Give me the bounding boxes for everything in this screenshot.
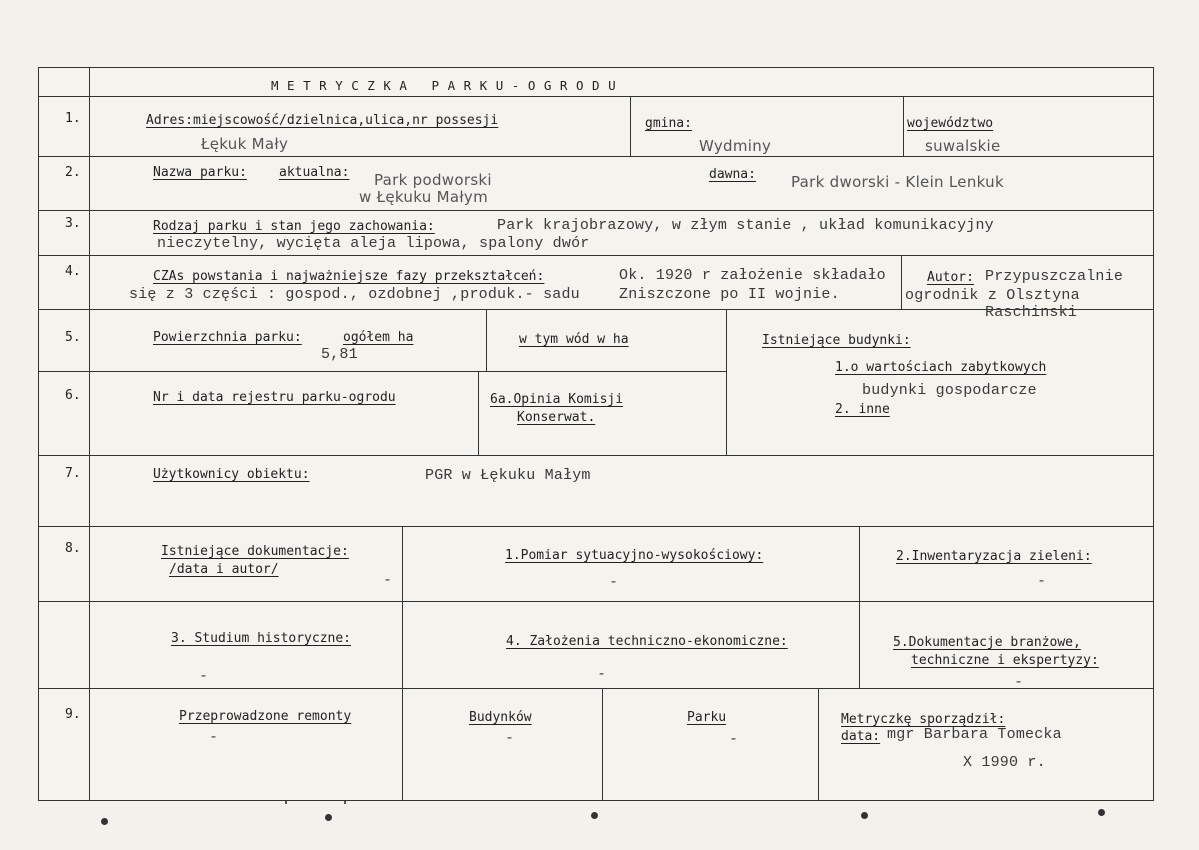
author-value: ogrodnik z Olsztyna: [905, 287, 1080, 304]
current-name-value: Park podworski: [374, 171, 492, 189]
register-label: Nr i data rejestru parku-ogrodu: [153, 390, 396, 405]
date-label: data:: [841, 729, 881, 744]
park-type-value: Park krajobrazowy, w złym stanie , układ komunikacyjny: [497, 217, 994, 234]
divider: [602, 688, 603, 800]
divider: [39, 371, 727, 372]
divider: [89, 68, 90, 800]
record-card: [38, 67, 1154, 801]
branch-docs-value: -: [1014, 672, 1024, 690]
punch-hole: [101, 818, 108, 825]
address-label: [146, 113, 498, 129]
buildings-renovation-label: Budynków: [469, 710, 532, 725]
survey-label: 1.Pomiar sytuacyjno-wysokościowy:: [505, 548, 764, 563]
history-value: Zniszczone po II wojnie.: [619, 286, 840, 303]
row-number: 5.: [65, 330, 81, 345]
divider: [39, 601, 1153, 602]
divider: [486, 309, 487, 371]
author-value: Przypuszczalnie: [985, 268, 1124, 285]
punch-hole: [1098, 809, 1105, 816]
history-value: się z 3 części : gospod., ozdobnej ,produk.- sadu: [129, 286, 580, 303]
row-number: 6.: [65, 388, 81, 403]
divider: [39, 526, 1153, 527]
date-value: X 1990 r.: [963, 754, 1046, 771]
row-number: 9.: [65, 707, 81, 722]
park-renovation-value: -: [729, 729, 739, 747]
divider: [726, 309, 727, 455]
buildings-label: Istniejące budynki:: [762, 333, 911, 348]
punch-hole: [861, 812, 868, 819]
documentation-value: -: [383, 570, 393, 588]
current-name-label: aktualna:: [279, 165, 350, 180]
technical-economic-label: 4. Założenia techniczno-ekonomiczne:: [506, 634, 788, 649]
row-number: 3.: [65, 216, 81, 231]
renovations-value: -: [209, 727, 219, 745]
speck: [344, 801, 346, 804]
divider: [39, 156, 1153, 157]
park-type-value: nieczytelny, wycięta aleja lipowa, spalony dwór: [157, 235, 590, 252]
speck: [285, 801, 287, 804]
water-area-label: w tym wód w ha: [519, 332, 629, 347]
row-number: 8.: [65, 541, 81, 556]
address-label-text: Adres:miejscowość/dzielnica,ulica,nr possesji: [146, 113, 499, 128]
divider: [478, 371, 479, 455]
users-label: Użytkownicy obiektu:: [153, 467, 310, 482]
other-buildings-label: 2. inne: [835, 402, 890, 417]
former-name-label: dawna:: [709, 167, 756, 182]
row-number: 4.: [65, 264, 81, 279]
area-total-label: ogółem ha: [343, 330, 414, 345]
park-name-label: Nazwa parku:: [153, 165, 247, 180]
historic-buildings-value: budynki gospodarcze: [862, 382, 1037, 399]
historical-study-value: -: [199, 666, 209, 684]
branch-docs-label: 5.Dokumentacje branżowe,: [893, 635, 1081, 650]
divider: [39, 455, 1153, 456]
prepared-by-label: Metryczkę sporządził:: [841, 712, 1006, 727]
historical-study-label: 3. Studium historyczne:: [171, 631, 352, 646]
divider: [39, 210, 1153, 211]
divider: [818, 688, 819, 800]
gmina-label: gmina:: [645, 116, 692, 131]
divider: [903, 96, 904, 156]
wojewodztwo-value: suwalskie: [925, 137, 1001, 155]
former-name-value: Park dworski - Klein Lenkuk: [791, 173, 1004, 191]
greenery-inventory-value: -: [1037, 571, 1047, 589]
divider: [402, 526, 403, 800]
history-value: Ok. 1920 r założenie składało: [619, 267, 886, 284]
users-value: PGR w Łękuku Małym: [425, 467, 591, 484]
wojewodztwo-label: województwo: [907, 116, 994, 131]
branch-docs-label: techniczne i ekspertyzy:: [911, 653, 1099, 668]
punch-hole: [325, 814, 332, 821]
gmina-value: Wydminy: [699, 137, 772, 155]
address-value: Łękuk Mały: [201, 135, 289, 153]
author-label: Autor:: [927, 270, 974, 285]
divider: [39, 688, 1153, 689]
commission-opinion-label: Konserwat.: [517, 410, 596, 425]
area-label: Powierzchnia parku:: [153, 330, 302, 345]
row-number: 7.: [65, 466, 81, 481]
divider: [39, 255, 1153, 256]
history-label: CZAs powstania i najważniejsze fazy przekształceń:: [153, 269, 545, 284]
commission-opinion-label: 6a.Opinia Komisji: [490, 392, 624, 407]
punch-hole: [591, 812, 598, 819]
park-renovation-label: Parku: [687, 710, 727, 725]
divider: [39, 96, 1153, 97]
current-name-value: w Łękuku Małym: [359, 188, 489, 206]
buildings-renovation-value: -: [505, 728, 515, 746]
prepared-by-value: mgr Barbara Tomecka: [887, 726, 1062, 743]
author-value: Raschinski: [985, 304, 1078, 321]
divider: [630, 96, 631, 156]
historic-buildings-label: 1.o wartościach zabytkowych: [835, 360, 1047, 375]
area-total-value: 5,81: [321, 346, 358, 363]
technical-economic-value: -: [597, 664, 607, 682]
survey-value: -: [609, 572, 619, 590]
divider: [859, 526, 860, 688]
row-number: 1.: [65, 111, 81, 126]
park-type-label: Rodzaj parku i stan jego zachowania:: [153, 219, 435, 234]
greenery-inventory-label: 2.Inwentaryzacja zieleni:: [896, 549, 1092, 564]
renovations-label: Przeprowadzone remonty: [179, 709, 352, 724]
documentation-label: Istniejące dokumentacje:: [161, 544, 349, 559]
form-title: M E T R Y C Z K A P A R K U - O G R O D U: [271, 78, 617, 93]
documentation-label: /data i autor/: [169, 562, 279, 577]
row-number: 2.: [65, 165, 81, 180]
divider: [901, 255, 902, 309]
